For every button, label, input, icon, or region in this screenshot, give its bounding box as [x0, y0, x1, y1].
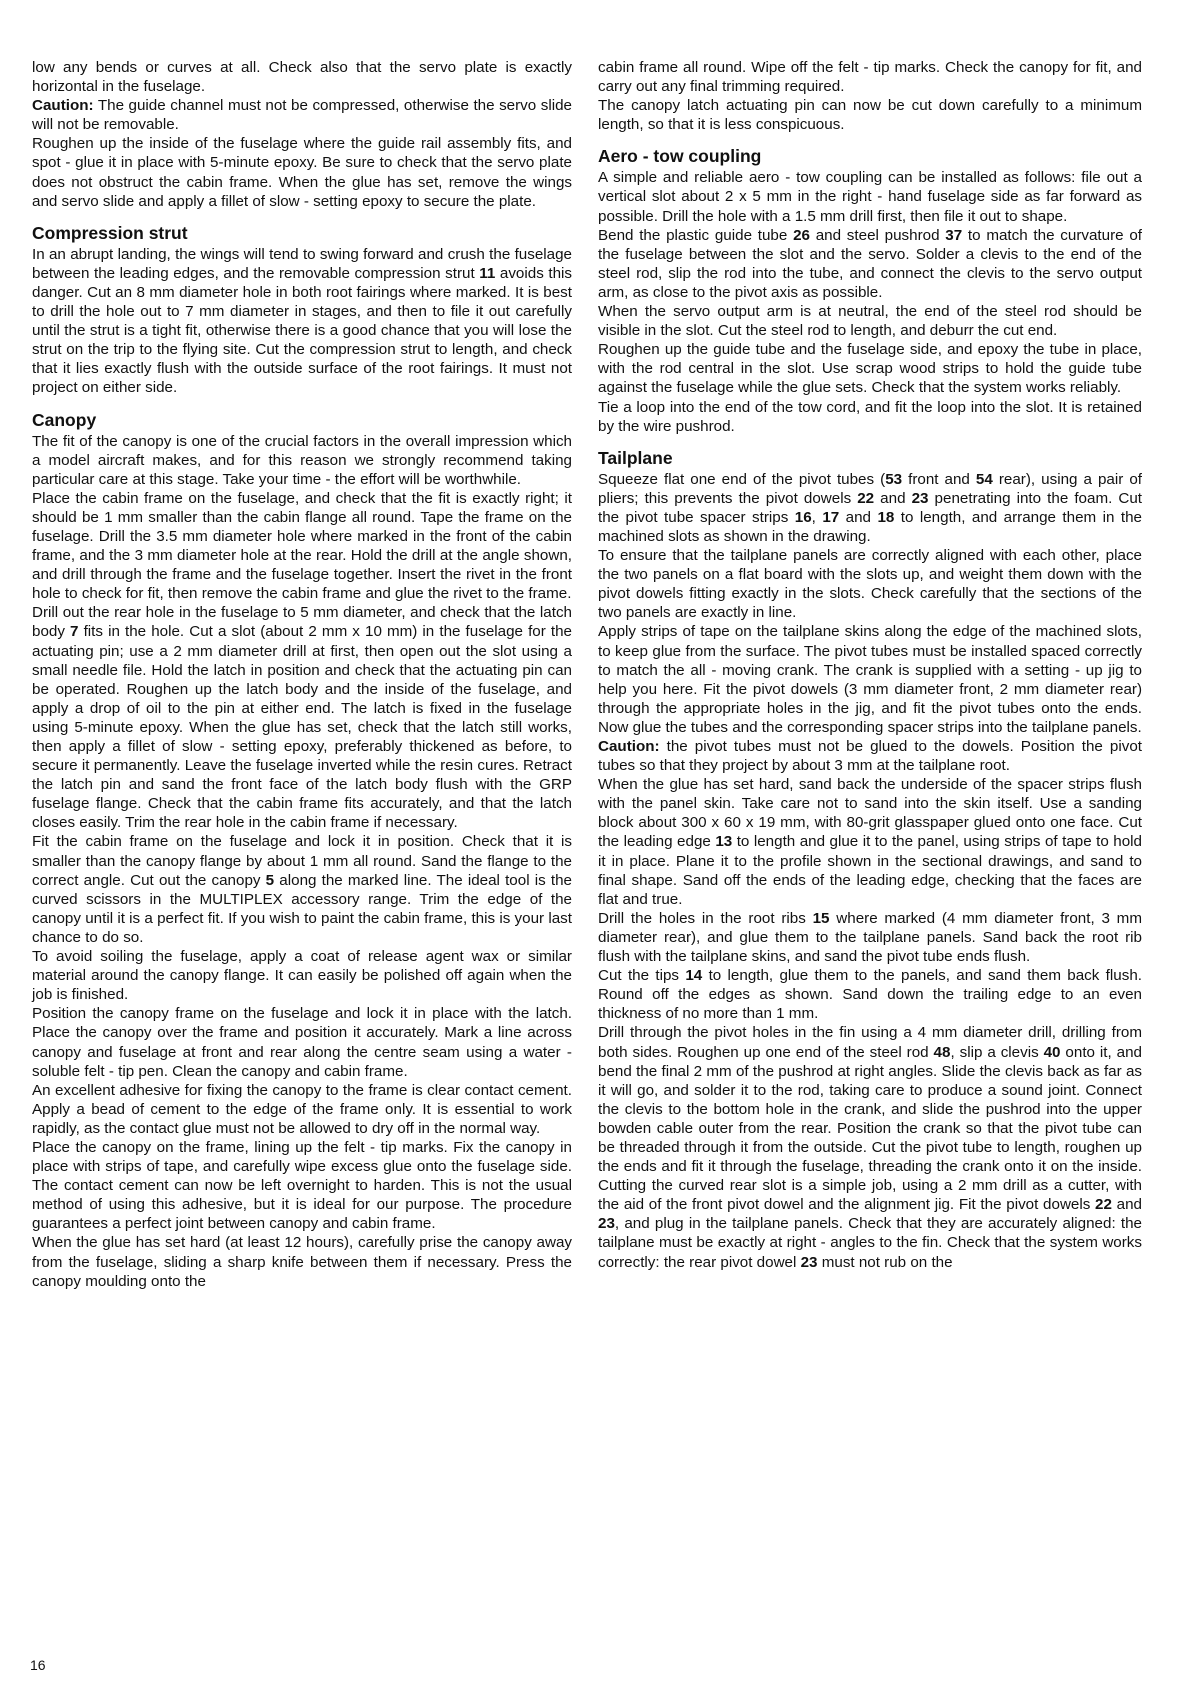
paragraph: When the glue has set hard (at least 12 hours), carefully prise the canopy away from the fuselage, sliding a sharp knife between them if necessary. Press the canopy moulding onto the [32, 1234, 572, 1290]
paragraph: Place the cabin frame on the fuselage, and check that the fit is exactly right; it should be 1 mm smaller than the cabin flange all round. Tape the frame on the fuselage. Drill the 3.5 mm diameter hole where marked in the front of the cabin frame, and the 3 mm diameter hole at the rear. Hold the drill at the angle shown, and drill through the frame and the fuselage together. Insert the rivet in the front hole to check for fit, then remove the cabin frame and glue the rivet to the frame. [32, 489, 572, 603]
paragraph: When the servo output arm is at neutral, the end of the steel rod should be visible in the slot. Cut the steel rod to length, and deburr the cut end. [598, 303, 1142, 340]
paragraph: A simple and reliable aero - tow coupling can be installed as follows: file out a vertical slot about 2 x 5 mm in the right - hand fuselage side as far forward as possible. Drill the hole with a 1.5 mm drill first, then file it out to shape. [598, 169, 1142, 225]
paragraph: Place the canopy on the frame, lining up the felt - tip marks. Fix the canopy in place with strips of tape, and carefully wipe excess glue onto the fuselage side. The contact cement can now be left overnight to harden. This is not the usual method of using this adhesive, but it is ideal for our purpose. The procedure guarantees a perfect joint between canopy and cabin frame. [32, 1138, 572, 1233]
paragraph: The canopy latch actuating pin can now be cut down carefully to a minimum length, so that it is less conspicuous. [598, 97, 1142, 134]
section-heading: Compression strut [32, 222, 188, 243]
paragraph: The fit of the canopy is one of the crucial factors in the overall impression which a model aircraft makes, and for this reason we strongly recommend taking particular care at this stage. Take your time - the effort will be worthwhile. [32, 432, 572, 488]
paragraph: Drill out the rear hole in the fuselage to 5 mm diameter, and check that the latch body 7 fits in the hole. Cut a slot (about 2 mm x 10 mm) in the fuselage for the actuating pin; use a 2 mm diameter drill at first, then open out the slot using a small needle file. Hold the latch in position and check that the actuating pin can be operated. Roughen up the latch body and the inside of the fuselage, and apply a drop of oil to the pin at either end. The latch is fixed in the fuselage using 5-minute epoxy. When the glue has set, check that the latch still works, then apply a fillet of slow - setting epoxy, preferably thickened as before, to secure it permanently. Leave the fuselage inverted while the resin cures. Retract the latch pin and sand the front face of the latch body flush with the GRP fuselage flange. Check that the cabin frame fits accurately, and that the latch closes easily. Trim the rear hole in the cabin frame if necessary. [32, 604, 572, 832]
paragraph: When the glue has set hard, sand back the underside of the spacer strips flush with the panel skin. Take care not to sand into the skin itself. Use a sanding block about 300 x 60 x 19 mm, with 80-grit glasspaper glued onto one face. Cut the leading edge 13 to length and glue it to the panel, using strips of tape to hold it in place. Plane it to the profile shown in the sectional drawings, and sand to final shape. Sand off the ends of the leading edge, checking that the faces are flat and true. [598, 776, 1143, 908]
section-heading: Canopy [32, 409, 97, 430]
paragraph: To avoid soiling the fuselage, apply a coat of release agent wax or similar material around the canopy flange. It can easily be polished off again when the job is finished. [32, 948, 572, 1004]
paragraph: To ensure that the tailplane panels are correctly aligned with each other, place the two panels on a flat board with the slots up, and weight them down with the pivot dowels fitting exactly in the slots. Check carefully that the sections of the two panels are exactly in line. [598, 547, 1142, 622]
paragraph: Caution: The guide channel must not be compressed, otherwise the servo slide will not be removable. [32, 97, 572, 134]
paragraph: Roughen up the inside of the fuselage where the guide rail assembly fits, and spot - glue it in place with 5-minute epoxy. Be sure to check that the servo plate does not obstruct the cabin frame. When the glue has set, remove the wings and servo slide and apply a fillet of slow - setting epoxy to secure the plate. [32, 135, 572, 210]
right-column [598, 58, 1142, 1272]
paragraph: Drill through the pivot holes in the fin using a 4 mm diameter drill, drilling from both sides. Roughen up one end of the steel rod 48, slip a clevis 40 onto it, and bend the final 2 mm of the pushrod at right angles. Slide the clevis back as far as it will go, and solder it to the rod, taking care to produce a sound joint. Connect the clevis to the bottom hole in the crank, and slide the pushrod into the upper bowden cable outer from the rear. Position the crank so that the pivot tube can be threaded through it from the outside. Cut the pivot tube to length, roughen up the ends and fit it through the fuselage, threading the crank onto it on the inside. Cutting the curved rear slot is a simple job, using a 2 mm drill as a cutter, with the aid of the front pivot dowel and the alignment jig. Fit the pivot dowels 22 and 23, and plug in the tailplane panels. Check that they are accurately aligned: the tailplane must be exactly at right - angles to the fin. Check that the system works correctly: the rear pivot dowel 23 must not rub on the [598, 1024, 1143, 1271]
section-heading: Tailplane [598, 447, 673, 468]
paragraph: An excellent adhesive for fixing the canopy to the frame is clear contact cement. Apply a bead of cement to the edge of the frame only. It is essential to work rapidly, as the contact glue must not be allowed to dry off in the normal way. [32, 1081, 572, 1137]
paragraph: cabin frame all round. Wipe off the felt - tip marks. Check the canopy for fit, and carry out any final trimming required. [598, 59, 1142, 96]
paragraph: Apply strips of tape on the tailplane skins along the edge of the machined slots, to keep glue from the surface. The pivot tubes must be installed spaced correctly to match the all - moving crank. The crank is supplied with a setting - up jig to help you here. Fit the pivot dowels (3 mm diameter front, 2 mm diameter rear) through the appropriate holes in the jig, and fit the pivot tubes onto the ends. Now glue the tubes and the corresponding spacer strips into the tailplane panels. [598, 623, 1142, 736]
paragraph: Caution: the pivot tubes must not be glued to the dowels. Position the pivot tubes so that they project by about 3 mm at the tailplane root. [598, 738, 1142, 775]
paragraph: Fit the cabin frame on the fuselage and lock it in position. Check that it is smaller than the canopy flange by about 1 mm all round. Sand the flange to the correct angle. Cut out the canopy 5 along the marked line. The ideal tool is the curved scissors in the MULTIPLEX accessory range. Trim the edge of the canopy until it is a perfect fit. If you wish to paint the cabin frame, this is your last chance to do so. [32, 833, 572, 946]
paragraph: low any bends or curves at all. Check also that the servo plate is exactly horizontal in the fuselage. [32, 59, 572, 96]
paragraph: Bend the plastic guide tube 26 and steel pushrod 37 to match the curvature of the fuselage between the slot and the servo. Solder a clevis to the end of the steel rod, slip the rod into the tube, and connect the clevis to the servo output arm, as close to the pivot axis as possible. [598, 226, 1142, 301]
page-number: 16 [30, 1657, 46, 1673]
paragraph: In an abrupt landing, the wings will tend to swing forward and crush the fuselage between the leading edges, and the removable compression strut 11 avoids this danger. Cut an 8 mm diameter hole in both root fairings where marked. It is best to drill the hole out to 7 mm diameter in stages, and then to file it out carefully until the strut is a tight fit, otherwise there is a good chance that you will lose the strut on the trip to the flying site. Cut the compression strut to length, and check that it lies exactly flush with the outside surface of the root fairings. It must not project on either side. [32, 245, 572, 397]
paragraph: Roughen up the guide tube and the fuselage side, and epoxy the tube in place, with the rod central in the slot. Use scrap wood strips to hold the guide tube against the fuselage while the glue sets. Check that the system works reliably. [598, 341, 1142, 397]
paragraph: Tie a loop into the end of the tow cord, and fit the loop into the slot. It is retained by the wire pushrod. [598, 398, 1142, 435]
paragraph: Drill the holes in the root ribs 15 where marked (4 mm diameter front, 3 mm diameter rear), and glue them to the tailplane panels. Sand back the root rib flush with the tailplane skins, and sand the pivot tube ends flush. [598, 909, 1142, 966]
left-column [32, 58, 572, 1291]
paragraph: Cut the tips 14 to length, glue them to the panels, and sand them back flush. Round off the edges as shown. Sand down the trailing edge to an even thickness of no more than 1 mm. [598, 967, 1142, 1023]
section-heading: Aero - tow coupling [598, 146, 762, 167]
paragraph: Position the canopy frame on the fuselage and lock it in place with the latch. Place the canopy over the frame and position it accurately. Mark a line across canopy and fuselage at front and rear along the centre seam using a water - soluble felt - tip pen. Clean the canopy and cabin frame. [32, 1005, 572, 1080]
paragraph: Squeeze flat one end of the pivot tubes (53 front and 54 rear), using a pair of pliers; this prevents the pivot dowels 22 and 23 penetrating into the foam. Cut the pivot tube spacer strips 16, 17 and 18 to length, and arrange them in the machined slots as shown in the drawing. [598, 470, 1143, 545]
